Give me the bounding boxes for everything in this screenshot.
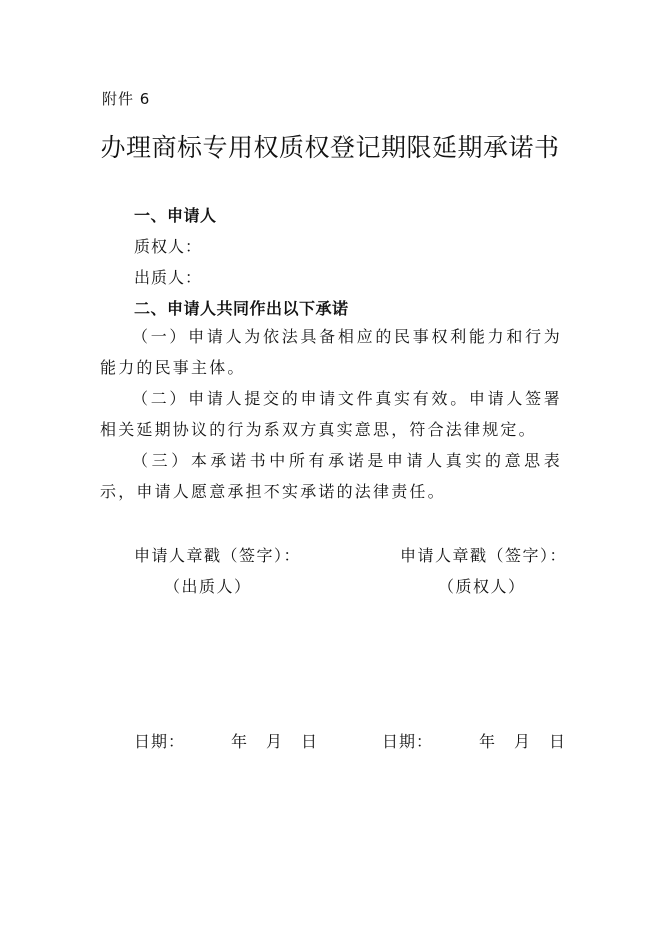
date-month-left: 月: [266, 732, 284, 751]
attachment-label: 附件 6: [102, 90, 151, 108]
commitment-item-3: （三）本承诺书中所有承诺是申请人真实的意思表示，申请人愿意承担不实承诺的法律责任。: [100, 451, 562, 501]
date-label-right: 日期：: [382, 732, 434, 751]
signature-role-pledgee: （质权人）: [438, 577, 526, 596]
date-day-left: 日: [301, 732, 319, 751]
commitment-item-1: （一）申请人为依法具备相应的民事权利能力和行为能力的民事主体。: [100, 327, 562, 377]
section-applicant-heading: 一、申请人: [134, 206, 217, 225]
signature-label-right: 申请人章戳（签字）：: [400, 546, 568, 565]
date-day-right: 日: [549, 732, 567, 751]
section-commitment-heading: 二、申请人共同作出以下承诺: [134, 299, 349, 318]
date-year-left: 年: [231, 732, 249, 751]
signature-role-pledgor: （出质人）: [164, 577, 252, 596]
date-month-right: 月: [514, 732, 532, 751]
date-year-right: 年: [479, 732, 497, 751]
date-line-right: [382, 729, 566, 752]
signature-label-left: 申请人章戳（签字）：: [134, 546, 302, 565]
commitment-item-2: （二）申请人提交的申请文件真实有效。申请人签署相关延期协议的行为系双方真实意思，符合法律规定。: [100, 389, 562, 439]
document-title: 办理商标专用权质权登记期限延期承诺书: [100, 133, 560, 162]
pledgee-label: 质权人：: [134, 237, 203, 256]
date-label-left: 日期：: [134, 732, 186, 751]
date-line-left: [134, 729, 318, 752]
pledgor-label: 出质人：: [134, 268, 203, 287]
